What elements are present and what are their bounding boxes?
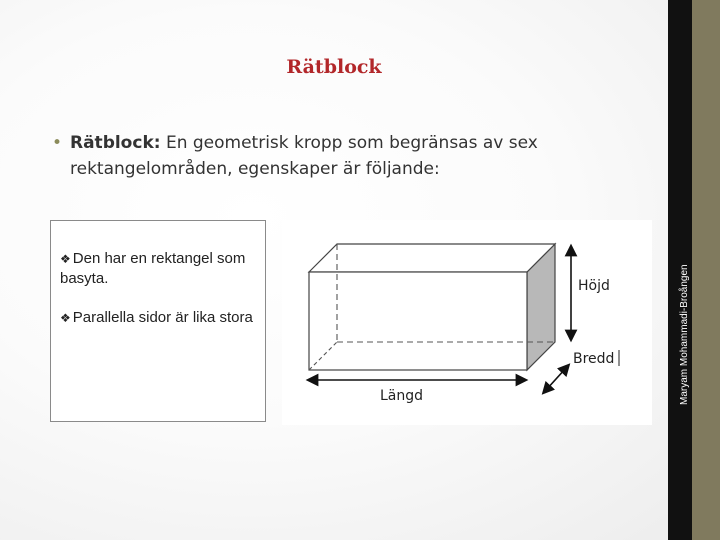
width-label: Bredd <box>573 351 615 367</box>
cuboid-front-face <box>309 272 527 370</box>
width-arrow <box>546 368 566 390</box>
cuboid-top-face <box>309 244 555 272</box>
slide-title: Rätblock <box>286 56 382 78</box>
bullet-dot-icon: • <box>52 133 63 153</box>
bullet-term: Rätblock: <box>70 133 161 153</box>
length-label: Längd <box>380 388 424 404</box>
property-item <box>60 249 257 288</box>
property-item <box>60 308 257 328</box>
cuboid-figure <box>282 220 652 425</box>
property-text: Parallella sidor är lika stora <box>72 309 253 326</box>
cuboid-diagram <box>282 220 652 425</box>
author-credit: Maryam Mohammadi-Broången <box>679 264 690 405</box>
height-label: Höjd <box>578 278 610 294</box>
bullet-text <box>70 130 610 182</box>
bullet-description: En geometrisk kropp som begränsas av sex rektangelområden, egenskaper är följande: <box>70 133 538 179</box>
property-text: Den har en rektangel som basyta. <box>60 250 246 287</box>
properties-textbox <box>50 220 266 422</box>
sidebar-bar <box>668 0 692 540</box>
diamond-bullet-icon: ❖ <box>60 252 71 266</box>
diamond-bullet-icon: ❖ <box>60 311 71 325</box>
decorative-stripe <box>692 0 720 540</box>
